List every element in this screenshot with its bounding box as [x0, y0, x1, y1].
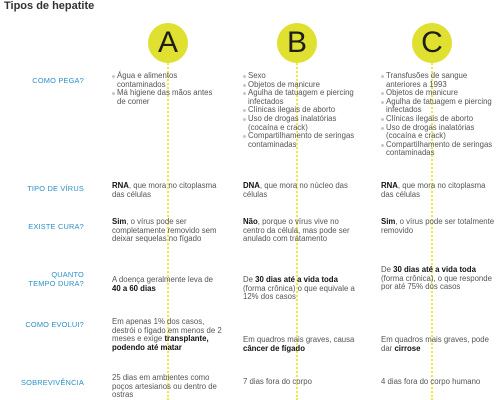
cell-a-tipo-de-virus: RNA, que mora no citoplasma das células: [112, 181, 217, 199]
row-label-line-1: QUANTO: [51, 270, 84, 279]
row-label-como-pega: COMO PEGA?: [32, 76, 84, 85]
list-item: Má higiene das mãos antes de comer: [112, 89, 222, 106]
row-label-como-evolui: COMO EVOLUI?: [25, 320, 84, 329]
page-title: Tipos de hepatite: [4, 0, 95, 12]
row-label-quanto-tempo-dura: [0, 270, 84, 288]
list-item: Agulha de tatuagem e piercing infectados: [243, 89, 361, 106]
cell-b-tipo-de-virus: DNA, que mora no núcleo das células: [243, 181, 348, 199]
list-item: Objetos de manicure: [243, 81, 361, 90]
column-c-badge: C: [412, 23, 452, 63]
list-item: Compartilhamento de seringas contaminadas: [243, 132, 361, 149]
list-item: Objetos de manicure: [381, 89, 496, 98]
cell-c-como-pega: [381, 72, 496, 158]
cell-a-quanto-tempo-dura: A doença geralmente leva de 40 a 60 dias: [112, 275, 213, 293]
column-a-badge: A: [148, 23, 188, 63]
cell-c-como-evolui: Em quadros mais graves, pode dar cirrose: [381, 335, 489, 353]
cell-a-existe-cura: Sim, o vírus pode ser completamente removido sem deixar sequelas no fígado: [112, 217, 217, 244]
column-b-badge: B: [277, 23, 317, 63]
cell-c-quanto-tempo-dura: De 30 dias até a vida toda (forma crônica), o que responde por até 75% dos casos: [381, 265, 492, 292]
cell-b-sobrevivencia: 7 dias fora do corpo: [243, 377, 312, 386]
list-item: Sexo: [243, 72, 361, 81]
list-item: Compartilhamento de seringas contaminadas: [381, 141, 496, 158]
cell-b-como-evolui: Em quadros mais graves, causa câncer de fígado: [243, 335, 355, 353]
list-item: Clínicas ilegais de aborto: [381, 115, 496, 124]
list-item: Uso de drogas inalatórias (cocaína e crack): [381, 124, 496, 141]
row-label-tipo-de-virus: TIPO DE VÍRUS: [27, 184, 84, 193]
cell-a-sobrevivencia: 25 dias em ambientes como poços artesianos ou dentro de ostras: [112, 373, 217, 400]
row-label-existe-cura: EXISTE CURA?: [28, 222, 84, 231]
cell-a-como-pega: [112, 72, 222, 106]
cell-b-quanto-tempo-dura: De 30 dias até a vida toda (forma crônica) o que equivale a 12% dos casos: [243, 275, 355, 302]
row-label-line-2: TEMPO DURA?: [28, 279, 84, 288]
list-item: Clínicas ilegais de aborto: [243, 106, 361, 115]
cell-c-tipo-de-virus: RNA, que mora no citoplasma das células: [381, 181, 486, 199]
row-label-sobrevivencia: SOBREVIVÊNCIA: [21, 378, 84, 387]
cell-a-como-evolui: Em apenas 1% dos casos, destrói o fígado em menos de 2 meses e exige transplante, podendo até matar: [112, 317, 222, 352]
list-item: Agulha de tatuagem e piercing infectados: [381, 98, 496, 115]
cell-b-existe-cura: Não, porque o vírus vive no centro da célula, mas pode ser anulado com tratamento: [243, 217, 350, 244]
list-item: Transfusões de sangue anteriores a 1993: [381, 72, 496, 89]
cell-b-como-pega: [243, 72, 361, 149]
cell-c-existe-cura: Sim, o vírus pode ser totalmente removido: [381, 217, 495, 235]
cell-c-sobrevivencia: 4 dias fora do corpo humano: [381, 377, 481, 386]
list-item: Água e alimentos contaminados: [112, 72, 222, 89]
list-item: Uso de drogas inalatórias (cocaína e crack): [243, 115, 361, 132]
